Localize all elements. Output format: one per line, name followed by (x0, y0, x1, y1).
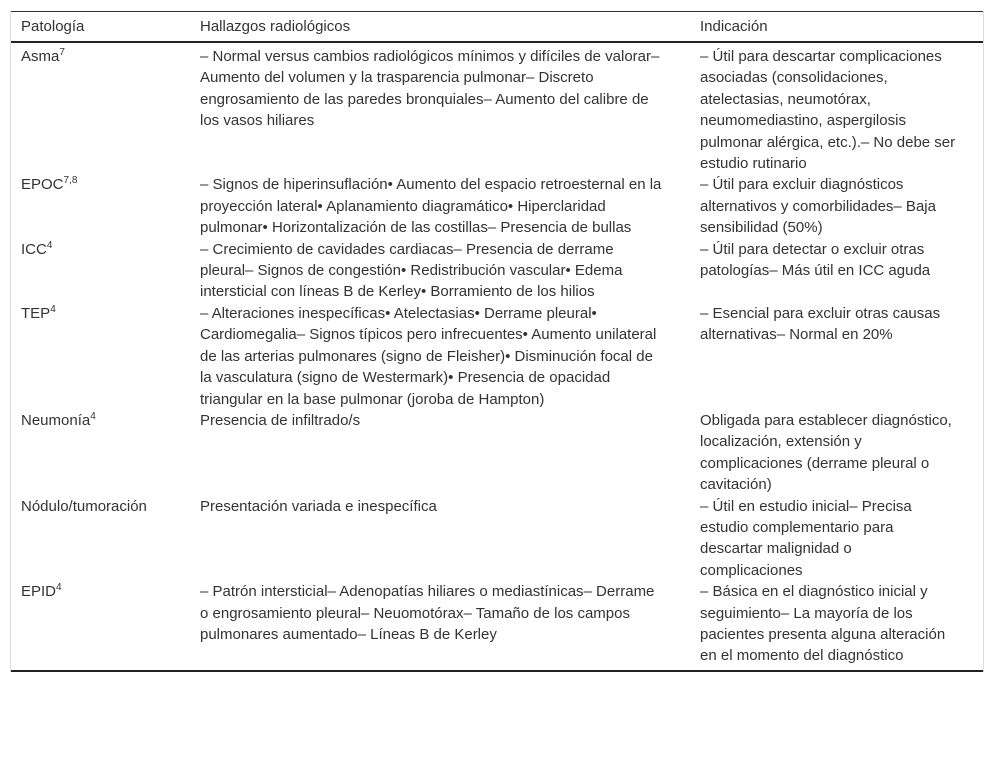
findings-text: – Signos de hiperinsuflación• Aumento del espacio retroesternal en la proyección lateral• Aplanamiento diagramático• Hiperclaridad pulmonar• Horizontalización de las costillas– Presencia de bullas (200, 176, 662, 237)
findings-cell (200, 174, 700, 238)
table-row (11, 410, 983, 496)
pathology-name: EPOC (21, 176, 64, 194)
findings-cell (200, 42, 700, 174)
table-header-row (11, 12, 983, 43)
findings-text: – Patrón intersticial– Adenopatías hiliares o mediastínicas– Derrame o engrosamiento pleural– Neuomotórax– Tamaño de los campos pulmonares aumentado– Líneas B de Kerley (200, 583, 655, 643)
reference-superscript: 4 (90, 410, 96, 422)
indication-text: – Esencial para excluir otras causas alternativas– Normal en 20% (700, 304, 941, 344)
pathology-cell (11, 410, 200, 496)
findings-text: Presencia de infiltrado/s (200, 411, 361, 429)
pathology-cell (11, 581, 200, 671)
indication-text: – Útil para detectar o excluir otras patologías– Más útil en ICC aguda (700, 240, 931, 280)
table-container (10, 11, 984, 672)
table-row (11, 42, 983, 174)
findings-cell (200, 239, 700, 303)
table-row (11, 581, 983, 671)
pathology-name: EPID (21, 583, 57, 601)
findings-cell (200, 581, 700, 671)
reference-superscript: 4 (56, 582, 62, 594)
findings-text: Presentación variada e inespecífica (200, 497, 437, 515)
radiology-findings-table (11, 11, 983, 672)
indication-cell (700, 303, 983, 410)
reference-superscript: 7,8 (63, 175, 78, 187)
indication-text: – Básica en el diagnóstico inicial y seguimiento– La mayoría de los pacientes presenta alguna alteración en el momento del diagnóstico (700, 583, 946, 665)
indication-text: – Útil en estudio inicial– Precisa estudio complementario para descartar malignidad o complicaciones (700, 497, 912, 579)
table-row (11, 239, 983, 303)
reference-superscript: 7 (59, 47, 65, 58)
indication-cell (700, 239, 983, 303)
table-row (11, 303, 983, 410)
pathology-cell (11, 174, 200, 238)
header-hallazgos: Hallazgos radiológicos (200, 12, 700, 43)
indication-text: – Útil para descartar complicaciones asociadas (consolidaciones, atelectasias, neumotórax, neumomediastino, aspergilosis pulmonar alérgica, etc.).– No debe ser estudio rutinario (700, 48, 956, 173)
reference-superscript: 4 (46, 239, 53, 251)
indication-cell (700, 42, 983, 174)
pathology-cell (11, 42, 200, 174)
pathology-cell (11, 496, 200, 582)
table-row (11, 496, 983, 582)
indication-cell (700, 410, 983, 496)
pathology-cell (11, 303, 200, 410)
pathology-name: Asma (21, 48, 60, 65)
table-row (11, 174, 983, 238)
indication-text: – Útil para excluir diagnósticos alternativos y comorbilidades– Baja sensibilidad (50%) (700, 176, 936, 237)
pathology-name: TEP (21, 304, 51, 322)
reference-superscript: 4 (50, 303, 56, 315)
indication-cell (700, 496, 983, 582)
findings-text: – Alteraciones inespecíficas• Atelectasias• Derrame pleural• Cardiomegalia– Signos típicos pero infrecuentes• Aumento unilateral de las arterias pulmonares (signo de Fleisher)• Disminución focal de la vasculatura (signo de Westermark)• Presencia de opacidad triangular en la base pulmonar (joroba de Hampton) (200, 304, 657, 408)
pathology-name: ICC (21, 240, 47, 258)
pathology-cell (11, 239, 200, 303)
indication-cell (700, 581, 983, 671)
header-patologia: Patología (11, 12, 200, 43)
findings-cell (200, 303, 700, 410)
pathology-name: Nódulo/tumoración (21, 497, 147, 515)
findings-cell (200, 410, 700, 496)
indication-text: Obligada para establecer diagnóstico, localización, extensión y complicaciones (derrame pleural o cavitación) (700, 411, 952, 494)
pathology-name: Neumonía (21, 411, 91, 429)
header-indicacion: Indicación (700, 12, 983, 43)
findings-cell (200, 496, 700, 582)
indication-cell (700, 174, 983, 238)
findings-text: – Normal versus cambios radiológicos mínimos y difíciles de valorar– Aumento del volumen y la trasparencia pulmonar– Discreto engrosamiento de las paredes bronquiales– Aumento del calibre de los vasos hiliares (200, 48, 660, 130)
findings-text: – Crecimiento de cavidades cardiacas– Presencia de derrame pleural– Signos de congestión• Redistribución vascular• Edema intersticial con líneas B de Kerley• Borramiento de los hilios (200, 240, 623, 301)
